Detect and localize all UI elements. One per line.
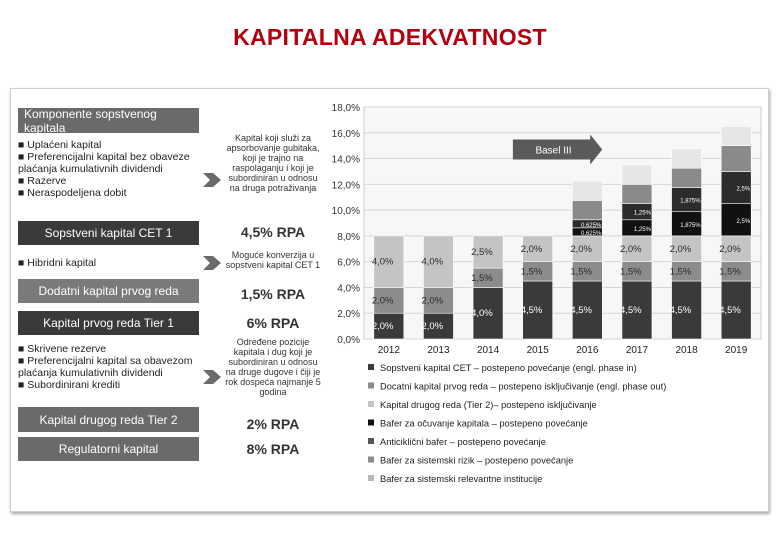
chevron-right-icon <box>201 169 223 191</box>
data-label: 1,5% <box>471 272 493 284</box>
legend-entry: Anticiklični bafer – postepeno povećanje <box>380 437 546 447</box>
capital-requirements-chart <box>326 99 766 499</box>
x-tick-label: 2018 <box>675 345 698 356</box>
data-label: 1,5% <box>669 266 692 278</box>
data-label: 2,5% <box>736 186 751 193</box>
list-item: ■ Hibridni kapital <box>18 257 97 269</box>
legend-entry: Bafer za očuvanje kapitala – postepeno povećanje <box>380 418 588 429</box>
cet1-label: Sopstveni kapital CET 1 <box>18 221 199 245</box>
legend-entry: Sopstveni kapital CET – postepeno povećanje (engl. phase in) <box>380 363 637 373</box>
data-label: 4,5% <box>520 305 543 316</box>
bar-segment <box>572 181 602 200</box>
data-label: 2,0% <box>421 295 444 307</box>
legend-swatch <box>368 457 374 463</box>
data-label: 4,0% <box>471 308 493 320</box>
t2-description: Određene pozicije kapitala i dug koji je subordiniran u odnosu na druge dugove i čiji je rok dospeća najmanje 5 godina <box>225 337 321 397</box>
bar-segment <box>622 184 652 203</box>
data-label: 2,0% <box>719 243 741 255</box>
data-label: 4,5% <box>619 305 642 316</box>
data-label: 2,0% <box>570 243 592 255</box>
tier1-rpa: 6% RPA <box>246 315 300 331</box>
data-label: 1,5% <box>719 266 741 278</box>
data-label: 0,625% <box>580 230 602 237</box>
list-item: ■ Neraspodeljena dobit <box>18 187 127 199</box>
cet1-rpa: 4,5% RPA <box>240 224 306 240</box>
legend-swatch <box>368 383 374 389</box>
regulatory-capital-label: Regulatorni kapital <box>18 437 199 461</box>
chevron-right-icon <box>201 366 223 388</box>
regulatory-rpa: 8% RPA <box>246 441 300 457</box>
cet1-items-list <box>18 139 199 218</box>
at1-rpa: 1,5% RPA <box>240 286 306 302</box>
y-tick-label: 4,0% <box>337 283 360 295</box>
t2-label: Kapital drugog reda Tier 2 <box>18 407 199 432</box>
data-label: 2,0% <box>371 321 394 333</box>
data-label: 1,875% <box>680 198 701 205</box>
capital-adequacy-panel <box>10 88 769 512</box>
data-label: 2,0% <box>619 243 642 255</box>
annotation-label: Basel III <box>535 145 572 157</box>
list-item: ■ Uplaćeni kapital <box>18 139 102 151</box>
bar-segment <box>672 168 702 187</box>
y-tick-label: 2,0% <box>337 309 360 321</box>
y-tick-label: 18,0% <box>331 103 360 114</box>
data-label: 2,0% <box>371 295 394 307</box>
x-tick-label: 2014 <box>476 345 500 356</box>
legend-swatch <box>368 420 374 426</box>
list-item: ■ Preferencijalni kapital bez obaveze plaćanja kumulativnih dividendi <box>18 151 190 175</box>
bar-segment <box>622 165 652 184</box>
list-item: ■ Skrivene rezerve <box>18 343 107 355</box>
data-label: 1,875% <box>680 222 701 229</box>
x-tick-label: 2019 <box>725 345 748 356</box>
x-tick-label: 2012 <box>377 345 400 356</box>
t2-items-list <box>18 343 199 401</box>
y-tick-label: 6,0% <box>337 257 360 269</box>
x-tick-label: 2013 <box>427 345 450 356</box>
legend-entry: Docatni kapital prvog reda – postepeno isključivanje (engl. phase out) <box>380 381 667 392</box>
x-tick-label: 2015 <box>526 345 549 356</box>
y-tick-label: 16,0% <box>331 128 360 140</box>
at1-label: Dodatni kapital prvog reda <box>18 279 199 303</box>
data-label: 0,625% <box>580 222 602 229</box>
legend-entry: Bafer za sistemski relevantne institucije <box>380 474 543 484</box>
at1-items-list <box>18 252 199 274</box>
bar-segment <box>721 126 751 145</box>
data-label: 2,0% <box>669 243 692 255</box>
data-label: 1,25% <box>633 210 651 217</box>
components-header: Komponente sopstvenog kapitala <box>18 108 199 133</box>
chevron-right-icon <box>201 252 223 274</box>
bar-segment <box>672 149 702 168</box>
data-label: 1,5% <box>619 266 642 278</box>
data-label: 4,0% <box>421 256 444 268</box>
data-label: 4,5% <box>669 305 692 316</box>
data-label: 2,0% <box>421 321 444 333</box>
data-label: 1,25% <box>633 226 651 233</box>
data-label: 2,5% <box>736 218 751 225</box>
cet1-description: Kapital koji služi za apsorbovanje gubitaka, koji je trajno na raspolaganju i koji je subordiniran u odnosu na druga potraživanja <box>226 133 320 193</box>
legend-entry: Kapital drugog reda (Tier 2)– postepeno isključivanje <box>380 400 597 410</box>
data-label: 2,5% <box>471 247 493 258</box>
list-item: ■ Razerve <box>18 175 67 187</box>
bar-segment <box>721 146 751 172</box>
x-tick-label: 2016 <box>576 345 599 356</box>
at1-description: Moguće konverzija u sopstveni kapital CET 1 <box>225 250 321 270</box>
data-label: 4,5% <box>719 305 741 316</box>
bar-segment <box>572 200 602 219</box>
legend-swatch <box>368 364 374 370</box>
y-tick-label: 12,0% <box>331 180 360 192</box>
y-tick-label: 14,0% <box>331 154 360 166</box>
page-title: KAPITALNA ADEKVATNOST <box>233 24 547 50</box>
y-tick-label: 10,0% <box>331 206 360 218</box>
legend-swatch <box>368 438 374 444</box>
list-item: ■ Subordinirani krediti <box>18 379 121 391</box>
tier1-label: Kapital prvog reda Tier 1 <box>18 311 199 335</box>
x-tick-label: 2017 <box>625 345 649 356</box>
legend-swatch <box>368 475 374 481</box>
list-item: ■ Preferencijalni kapital sa obavezom plaćanja kumulativnih dividendi <box>18 355 193 379</box>
t2-rpa: 2% RPA <box>246 416 300 432</box>
data-label: 4,0% <box>371 256 394 268</box>
data-label: 2,0% <box>520 243 543 255</box>
data-label: 4,5% <box>570 305 592 316</box>
legend-swatch <box>368 401 374 407</box>
data-label: 1,5% <box>570 266 592 278</box>
data-label: 1,5% <box>520 266 543 278</box>
legend-entry: Bafer za sistemski rizik – postepeno povećanje <box>380 455 574 466</box>
y-tick-label: 8,0% <box>337 231 360 243</box>
y-tick-label: 0,0% <box>337 335 360 346</box>
